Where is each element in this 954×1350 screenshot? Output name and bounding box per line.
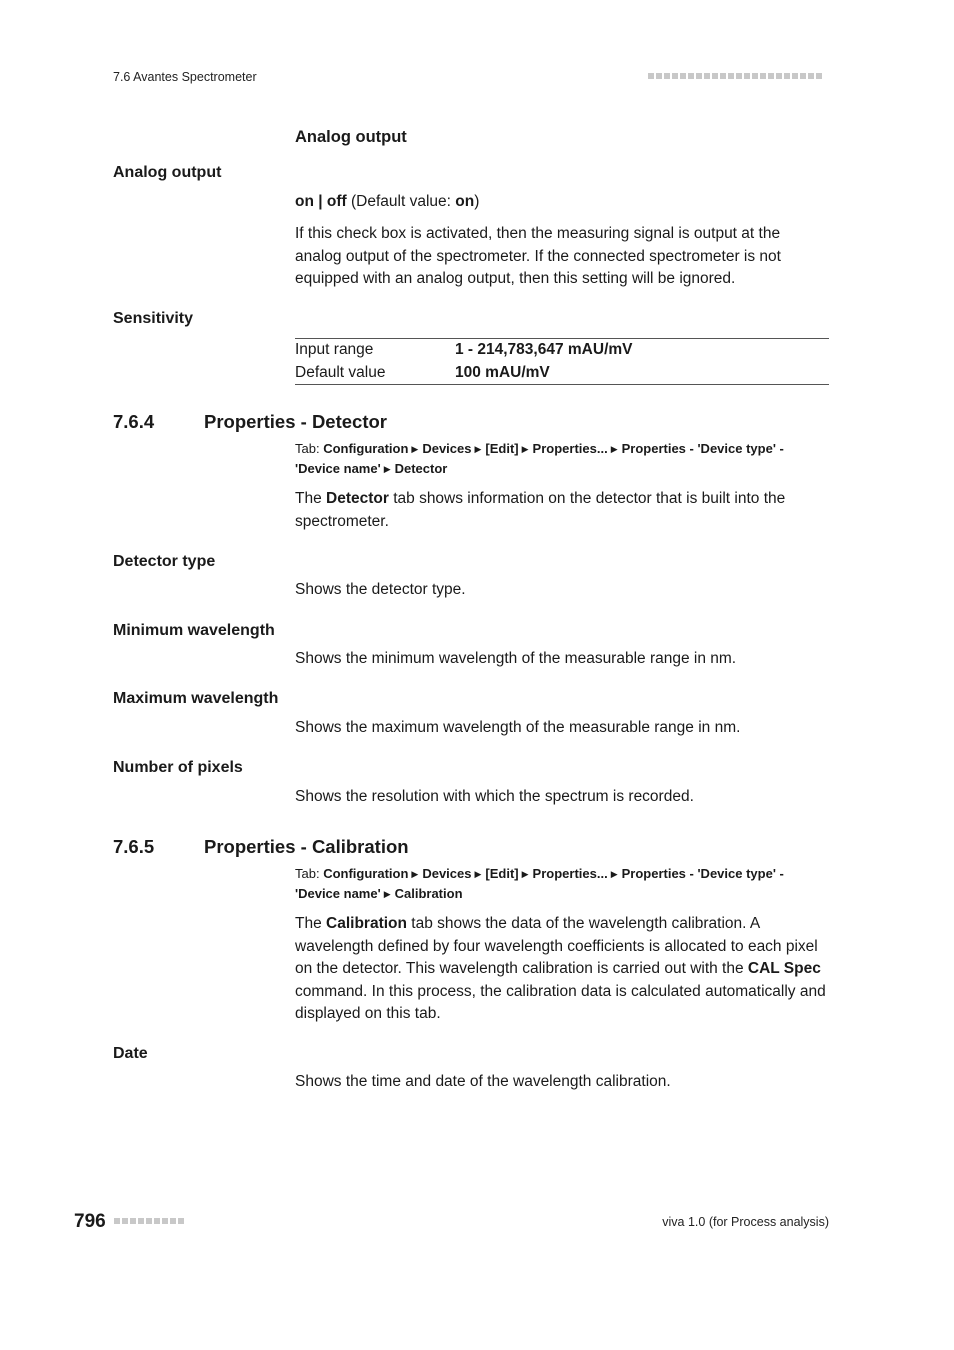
tab-path-item: Devices [422, 866, 472, 881]
intro-rest: tab shows information on the detector that is built into the spectrometer. [295, 490, 786, 530]
header-decorative-dots [648, 73, 822, 79]
analog-output-options [295, 191, 829, 214]
section-title-detector: Properties - Detector [204, 411, 387, 432]
arrow-right-icon: ▶ [474, 869, 482, 879]
tab-prefix: Tab: [295, 866, 324, 881]
default-prefix: (Default value: [346, 193, 456, 210]
date-label: Date [113, 1045, 148, 1062]
section-number-detector: 7.6.4 [113, 411, 155, 432]
arrow-right-icon: ▶ [610, 444, 618, 454]
intro-prefix: The [295, 490, 327, 507]
detector-type-description: Shows the detector type. [295, 581, 466, 598]
sensitivity-table [295, 338, 829, 385]
arrow-right-icon: ▶ [521, 444, 529, 454]
tab-path-item: Configuration [323, 441, 409, 456]
analog-output-group-title: Analog output [295, 128, 407, 146]
tab-path-item: Configuration [323, 866, 409, 881]
arrow-right-icon: ▶ [383, 889, 391, 899]
section-number-calibration: 7.6.5 [113, 836, 155, 857]
table-row [295, 339, 829, 362]
minimum-wavelength-label: Minimum wavelength [113, 622, 275, 639]
table-row [295, 362, 829, 385]
maximum-wavelength-description: Shows the maximum wavelength of the measurable range in nm. [295, 719, 741, 736]
arrow-right-icon: ▶ [474, 444, 482, 454]
default-value-value: 100 mAU/mV [455, 363, 550, 381]
intro-bold: Calibration [326, 915, 407, 932]
detector-type-label: Detector type [113, 553, 216, 570]
maximum-wavelength-label: Maximum wavelength [113, 690, 279, 707]
on-off-options: on | off [295, 193, 347, 210]
calibration-intro [295, 913, 829, 1026]
tab-path-item: Devices [422, 441, 472, 456]
running-header-section: 7.6 Avantes Spectrometer [113, 70, 257, 84]
tab-path-item: Properties - 'Device type' - 'Device name' [295, 441, 784, 476]
default-value-key: Default value [295, 363, 386, 381]
tab-path-item: [Edit] [485, 441, 519, 456]
arrow-right-icon: ▶ [411, 444, 419, 454]
detector-tab-path [295, 439, 829, 479]
tab-path-item: Detector [394, 461, 448, 476]
calibration-tab-path [295, 864, 829, 904]
section-title-calibration: Properties - Calibration [204, 836, 409, 857]
arrow-right-icon: ▶ [610, 869, 618, 879]
default-value: on [455, 193, 475, 210]
sensitivity-label: Sensitivity [113, 310, 194, 327]
date-description: Shows the time and date of the wavelength calibration. [295, 1073, 671, 1090]
footer-product: viva 1.0 (for Process analysis) [662, 1215, 829, 1229]
arrow-right-icon: ▶ [383, 464, 391, 474]
intro-bold: Detector [326, 490, 389, 507]
input-range-key: Input range [295, 341, 374, 359]
analog-output-description: If this check box is activated, then the measuring signal is output at the analog output of the spectrometer. If the connected spectrometer is not equipped with an analog output, then this setting will be ignored. [295, 225, 781, 287]
tab-prefix: Tab: [295, 441, 324, 456]
arrow-right-icon: ▶ [521, 869, 529, 879]
input-range-value: 1 - 214,783,647 mAU/mV [455, 341, 633, 359]
detector-intro [295, 488, 829, 533]
tab-path-item: Properties - 'Device type' - 'Device name' [295, 866, 784, 901]
intro-mid: tab shows the data of the wavelength calibration. A wavelength defined by four wavelength coefficients is allocated to each pixel on the detector. This wavelength calibration is carried out with the [295, 915, 818, 977]
analog-output-label: Analog output [113, 164, 222, 181]
number-of-pixels-description: Shows the resolution with which the spectrum is recorded. [295, 788, 694, 805]
intro-end: command. In this process, the calibration data is calculated automatically and displayed on this tab. [295, 982, 826, 1022]
tab-path-item: Calibration [394, 886, 463, 901]
tab-path-item: Properties... [532, 441, 608, 456]
footer-decorative-dots [114, 1218, 184, 1224]
number-of-pixels-label: Number of pixels [113, 759, 243, 776]
intro-bold-command: CAL Spec [747, 960, 821, 977]
intro-prefix: The [295, 915, 327, 932]
page-number: 796 [74, 1211, 106, 1232]
default-suffix: ) [474, 193, 480, 210]
minimum-wavelength-description: Shows the minimum wavelength of the measurable range in nm. [295, 650, 737, 667]
tab-path-item: [Edit] [485, 866, 519, 881]
tab-path-item: Properties... [532, 866, 608, 881]
arrow-right-icon: ▶ [411, 869, 419, 879]
